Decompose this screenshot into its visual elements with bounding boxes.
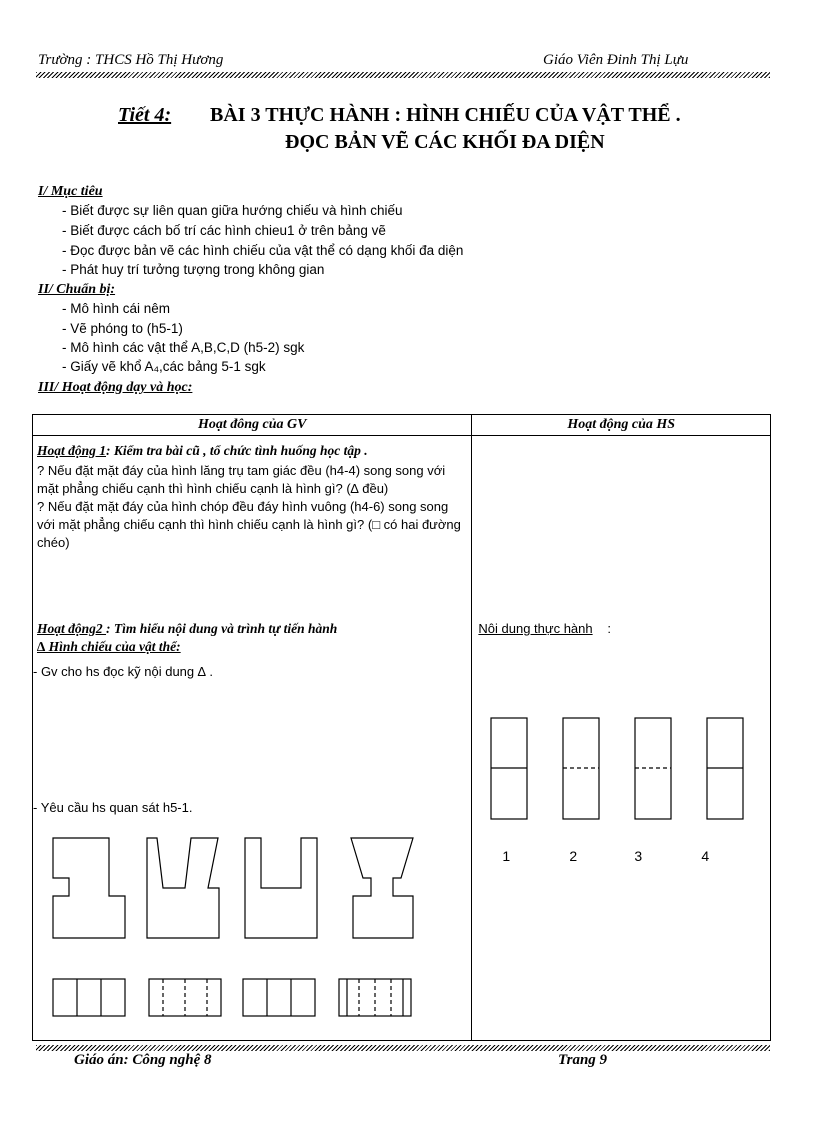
footer-lesson-plan: Giáo án: Công nghệ 8 bbox=[74, 1052, 212, 1068]
activity-2-title: : Tìm hiểu nội dung và trình tự tiến hành bbox=[106, 621, 338, 636]
top-view-1 bbox=[53, 979, 125, 1016]
practice-content-colon: : bbox=[607, 621, 612, 636]
preparation-item: - Giấy vẽ khổ A₄,các bảng 5-1 sgk bbox=[62, 359, 266, 374]
footer-divider bbox=[36, 1045, 770, 1051]
activity-1-title: : Kiểm tra bài cũ , tổ chức tình huống học tập . bbox=[106, 443, 368, 458]
front-view-4 bbox=[351, 838, 413, 938]
objective-item: - Phát huy trí tưởng tượng trong không gian bbox=[62, 262, 325, 277]
top-view-2 bbox=[149, 979, 221, 1016]
column-header-hs: Hoạt động của HS bbox=[472, 415, 771, 436]
title-line-2: ĐỌC BẢN VẼ CÁC KHỐI ĐA DIỆN bbox=[285, 131, 605, 153]
view-number-2: 2 bbox=[569, 848, 578, 864]
front-view-2 bbox=[147, 838, 219, 938]
front-view-3 bbox=[245, 838, 317, 938]
view-2 bbox=[563, 718, 599, 819]
figure-h5-1 bbox=[33, 436, 472, 1041]
question-1: ? Nếu đặt mặt đáy của hình lăng trụ tam giác đều (h4-4) song song với mặt phẳng chiếu cạnh thì hình chiếu cạnh là hình gì? (∆ đều) bbox=[37, 463, 446, 496]
gv-instruction-2: - Yêu cầu hs quan sát h5-1. bbox=[33, 800, 193, 815]
gv-instruction-1: - Gv cho hs đọc kỹ nội dung ∆ . bbox=[33, 664, 213, 679]
objective-item: - Biết được sự liên quan giữa hướng chiếu và hình chiếu bbox=[62, 203, 403, 218]
preparation-item: - Vẽ phóng to (h5-1) bbox=[62, 321, 183, 336]
figure-views bbox=[472, 436, 770, 1041]
top-view-4 bbox=[339, 979, 411, 1016]
activity-1-label: Hoạt động 1 bbox=[37, 443, 107, 458]
header-teacher: Giáo Viên Đinh Thị Lựu bbox=[543, 52, 689, 68]
subsection-heading: ∆ Hình chiếu của vật thể: bbox=[37, 639, 181, 654]
lesson-number: Tiết 4: bbox=[118, 104, 172, 126]
preparation-heading: II/ Chuẩn bị: bbox=[38, 282, 116, 297]
top-view-3 bbox=[243, 979, 315, 1016]
activities-table bbox=[32, 414, 771, 1041]
footer-page-number: Trang 9 bbox=[558, 1052, 608, 1068]
activity-2-label: Hoạt động2 bbox=[37, 621, 107, 636]
view-4 bbox=[707, 718, 743, 819]
objective-item: - Đọc được bản vẽ các hình chiếu của vật thể có dạng khối đa diện bbox=[62, 243, 464, 258]
front-view-1 bbox=[53, 838, 125, 938]
column-header-gv: Hoạt đông của GV bbox=[33, 415, 472, 436]
view-3 bbox=[635, 718, 671, 819]
practice-content-label: Nôi dung thực hành bbox=[478, 621, 593, 636]
title-line-1: BÀI 3 THỰC HÀNH : HÌNH CHIẾU CỦA VẬT THỂ . bbox=[210, 104, 681, 126]
view-1 bbox=[491, 718, 527, 819]
view-number-1: 1 bbox=[502, 848, 511, 864]
preparation-item: - Mô hình cái nêm bbox=[62, 301, 171, 316]
preparation-item: - Mô hình các vật thể A,B,C,D (h5-2) sgk bbox=[62, 340, 305, 355]
view-number-3: 3 bbox=[634, 848, 643, 864]
question-2: ? Nếu đặt mặt đáy của hình chóp đều đáy hình vuông (h4-6) song song với mặt phẳng chiếu cạnh thì hình chiếu cạnh là hình gì? (□ có hai đường chéo) bbox=[37, 499, 461, 550]
gv-column bbox=[33, 436, 472, 1041]
activities-heading: III/ Hoạt động dạy và học: bbox=[38, 380, 193, 395]
view-number-4: 4 bbox=[701, 848, 710, 864]
hs-column bbox=[472, 436, 771, 1041]
objectives-heading: I/ Mục tiêu bbox=[38, 184, 103, 199]
objective-item: - Biết được cách bố trí các hình chieu1 ở trên bảng vẽ bbox=[62, 223, 386, 238]
header-school: Trường : THCS Hồ Thị Hương bbox=[38, 52, 224, 68]
header-divider bbox=[36, 72, 770, 78]
